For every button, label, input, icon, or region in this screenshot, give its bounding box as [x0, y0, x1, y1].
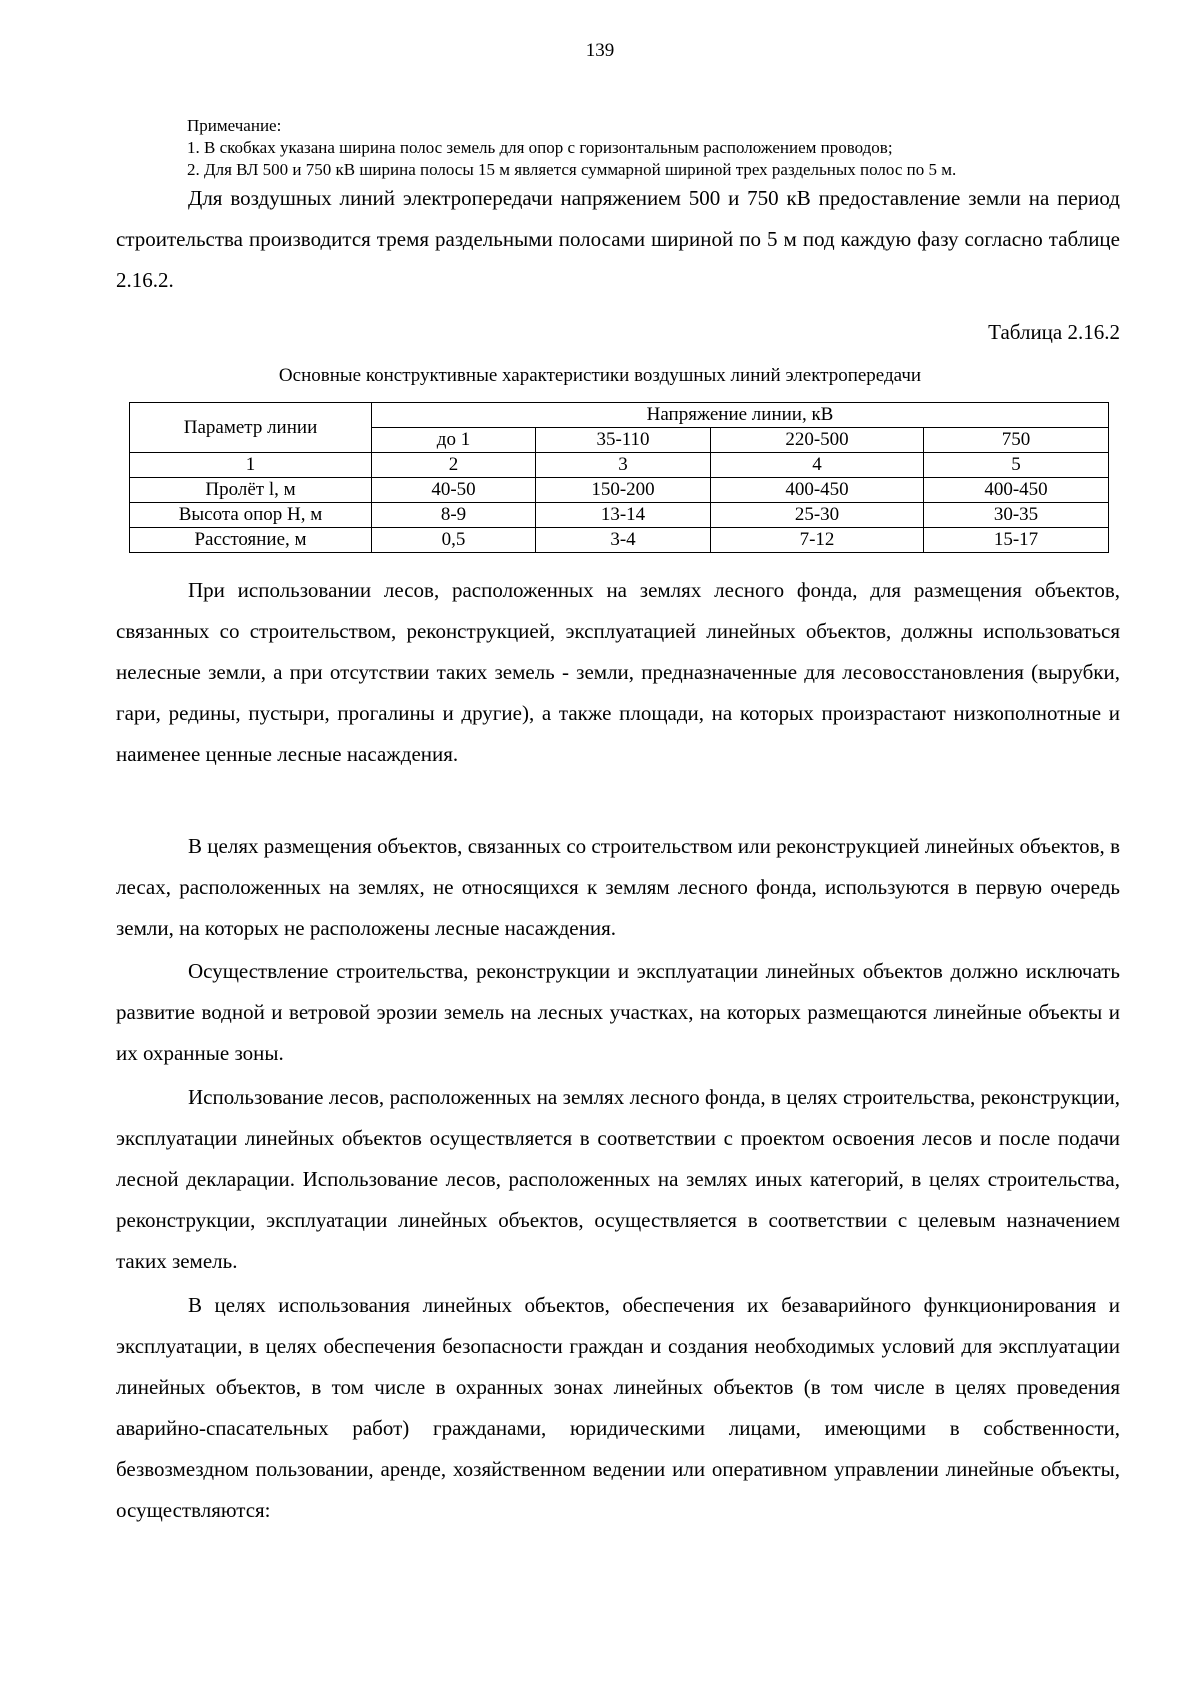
table-cell: 3-4	[536, 528, 711, 553]
table-cell: 4	[711, 453, 924, 478]
table-row-label: Высота опор H, м	[130, 503, 372, 528]
table-header-row	[130, 403, 1109, 428]
table-cell: 400-450	[924, 478, 1109, 503]
table-numbering-row	[130, 453, 1109, 478]
table-row	[130, 503, 1109, 528]
table-cell: 1	[130, 453, 372, 478]
table-cell: 13-14	[536, 503, 711, 528]
table-cell: 150-200	[536, 478, 711, 503]
intro-paragraph: Для воздушных линий электропередачи напряжением 500 и 750 кВ предоставление земли на период строительства производится тремя раздельными полосами шириной по 5 м под каждую фазу согласно таблице 2.16.2.	[116, 186, 1120, 292]
body-paragraph: Использование лесов, расположенных на землях лесного фонда, в целях строительства, реконструкции, эксплуатации линейных объектов осуществляется в соответствии с проектом освоения лесов и после подачи лесной декларации. Использование лесов, расположенных на землях иных категорий, в целях строительства, реконструкции, эксплуатации линейных объектов, осуществляется в соответствии с целевым назначением таких земель.	[116, 1085, 1120, 1273]
table-row-label: Пролёт l, м	[130, 478, 372, 503]
voltage-column-header: до 1	[372, 428, 536, 453]
table-label: Таблица 2.16.2	[988, 320, 1120, 344]
table-cell: 5	[924, 453, 1109, 478]
table-cell: 3	[536, 453, 711, 478]
table-row	[130, 528, 1109, 553]
table-cell: 25-30	[711, 503, 924, 528]
voltage-column-header: 220-500	[711, 428, 924, 453]
voltage-column-header: 35-110	[536, 428, 711, 453]
table-cell: 30-35	[924, 503, 1109, 528]
table-cell: 7-12	[711, 528, 924, 553]
body-paragraph: Осуществление строительства, реконструкции и эксплуатации линейных объектов должно исключать развитие водной и ветровой эрозии земель на лесных участках, на которых размещаются линейные объекты и их охранные зоны.	[116, 959, 1120, 1065]
voltage-header-cell: Напряжение линии, кВ	[372, 403, 1109, 428]
body-paragraph: В целях размещения объектов, связанных со строительством или реконструкцией линейных объектов, в лесах, расположенных на землях, не относящихся к землям лесного фонда, используются в первую очередь земли, на которых не расположены лесные насаждения.	[116, 834, 1120, 940]
body-paragraph: В целях использования линейных объектов, обеспечения их безаварийного функционирования и эксплуатации, в целях обеспечения безопасности граждан и создания необходимых условий для эксплуатации линейных объектов, в том числе в охранных зонах линейных объектов (в том числе в целях проведения аварийно-спасательных работ) гражданами, юридическими лицами, имеющими в собственности, безвозмездном пользовании, аренде, хозяйственном ведении или оперативном управлении линейные объекты, осуществляются:	[116, 1293, 1120, 1522]
table-cell: 0,5	[372, 528, 536, 553]
page-number: 139	[585, 40, 615, 61]
note-title: Примечание:	[187, 116, 282, 135]
table-row-label: Расстояние, м	[130, 528, 372, 553]
table-caption: Основные конструктивные характеристики воздушных линий электропередачи	[278, 365, 922, 386]
voltage-column-header: 750	[924, 428, 1109, 453]
table-cell: 400-450	[711, 478, 924, 503]
note-item: 2. Для ВЛ 500 и 750 кВ ширина полосы 15 м является суммарной шириной трех раздельных полос по 5 м.	[187, 160, 957, 179]
table-row	[130, 478, 1109, 503]
table-cell: 2	[372, 453, 536, 478]
table-cell: 40-50	[372, 478, 536, 503]
note-item: 1. В скобках указана ширина полос земель для опор с горизонтальным расположением проводов;	[187, 138, 893, 157]
spec-table	[129, 402, 1109, 553]
body-paragraph: При использовании лесов, расположенных на землях лесного фонда, для размещения объектов, связанных со строительством, реконструкцией, эксплуатацией линейных объектов, должны использоваться нелесные земли, а при отсутствии таких земель - земли, предназначенные для лесовосстановления (вырубки, гари, редины, пустыри, прогалины и другие), а также площади, на которых произрастают низкополнотные и наименее ценные лесные насаждения.	[116, 578, 1120, 766]
note-block	[187, 115, 1147, 181]
table-cell: 8-9	[372, 503, 536, 528]
param-header-cell: Параметр линии	[130, 403, 372, 453]
table-cell: 15-17	[924, 528, 1109, 553]
